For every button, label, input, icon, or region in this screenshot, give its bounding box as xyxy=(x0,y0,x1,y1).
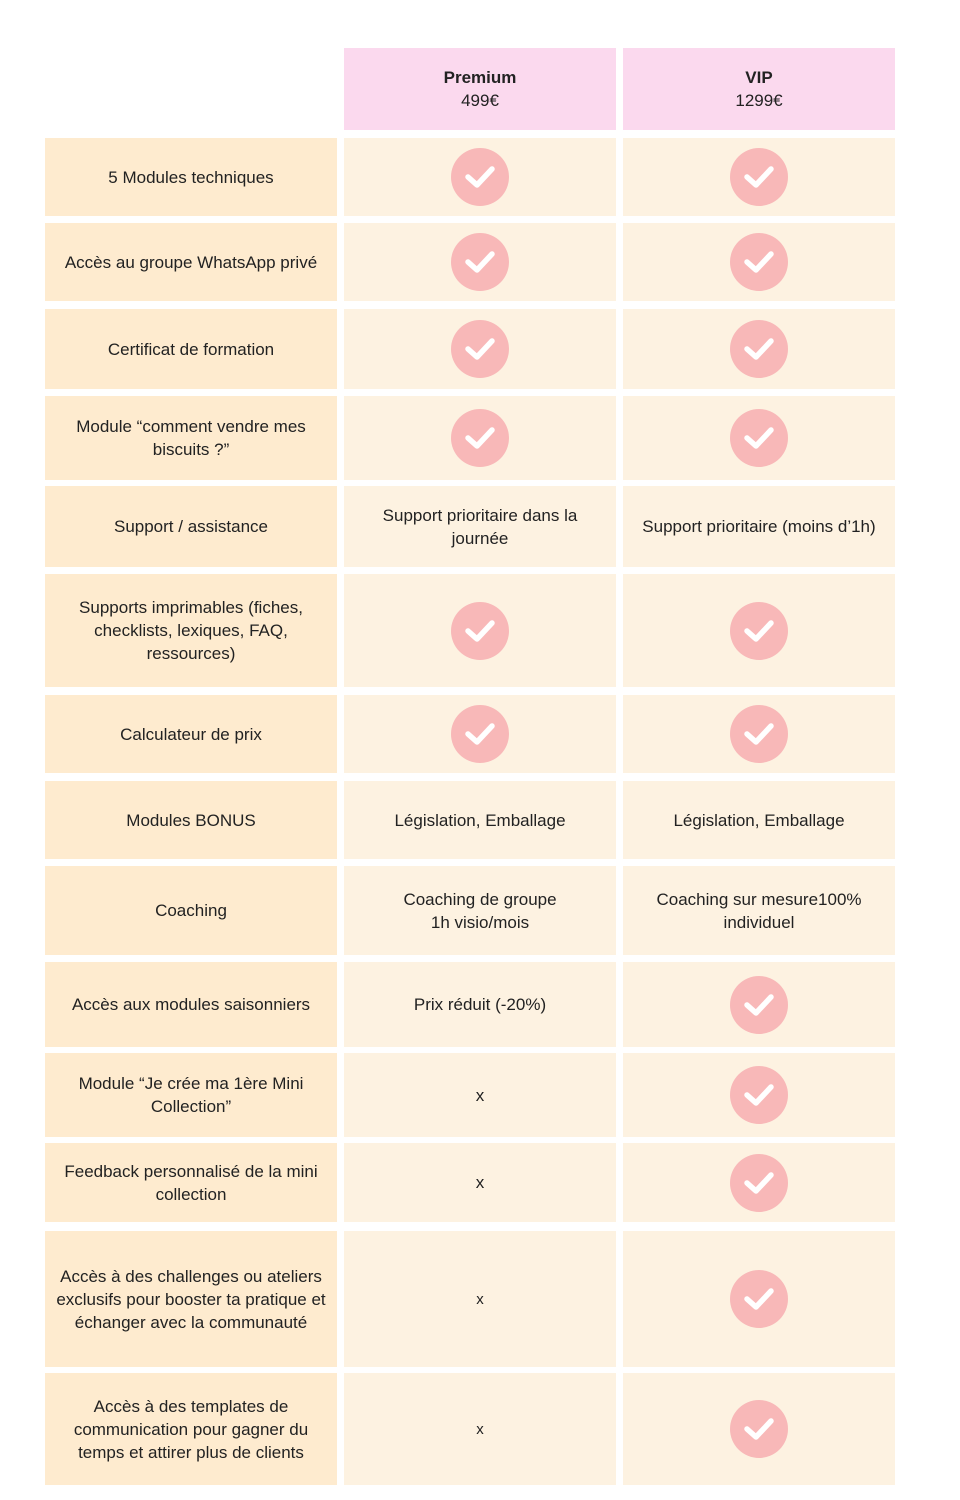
vip-cell xyxy=(623,396,895,480)
vip-cell xyxy=(623,309,895,389)
vip-cell xyxy=(623,1053,895,1137)
check-circle-icon xyxy=(730,233,788,291)
plan-price: 499€ xyxy=(461,91,499,110)
check-circle-icon xyxy=(451,148,509,206)
vip-cell xyxy=(623,486,895,567)
vip-cell xyxy=(623,695,895,773)
vip-cell xyxy=(623,866,895,955)
check-circle-icon xyxy=(451,602,509,660)
check-circle-icon xyxy=(730,1154,788,1212)
check-circle-icon xyxy=(730,976,788,1034)
vip-cell xyxy=(623,574,895,687)
value-text: Législation, Emballage xyxy=(673,810,845,830)
feature-label: Accès à des challenges ou ateliers exclusifs pour booster ta pratique et échanger avec la communauté xyxy=(45,1231,337,1367)
check-circle-icon xyxy=(730,705,788,763)
feature-label: Accès à des templates de communication pour gagner du temps et attirer plus de clients xyxy=(45,1373,337,1485)
plan-price: 1299€ xyxy=(735,91,783,110)
premium-cell xyxy=(344,223,616,301)
value-text: Coaching sur mesure100% individuel xyxy=(656,889,862,932)
premium-cell xyxy=(344,1231,616,1367)
check-circle-icon xyxy=(730,148,788,206)
feature-label: Feedback personnalisé de la mini collection xyxy=(45,1143,337,1222)
premium-cell xyxy=(344,1143,616,1222)
feature-label: Module “Je crée ma 1ère Mini Collection” xyxy=(45,1053,337,1137)
check-circle-icon xyxy=(730,1066,788,1124)
vip-cell xyxy=(623,962,895,1047)
check-circle-icon xyxy=(451,320,509,378)
feature-label: 5 Modules techniques xyxy=(45,138,337,216)
cross-mark: x xyxy=(475,1173,485,1192)
feature-label: Accès au groupe WhatsApp privé xyxy=(45,223,337,301)
premium-cell xyxy=(344,486,616,567)
check-circle-icon xyxy=(730,1400,788,1458)
vip-cell xyxy=(623,1373,895,1485)
check-circle-icon xyxy=(451,233,509,291)
cross-mark: x xyxy=(476,1290,484,1308)
check-circle-icon xyxy=(451,705,509,763)
check-circle-icon xyxy=(730,1270,788,1328)
cross-mark: x xyxy=(475,1085,485,1105)
check-circle-icon xyxy=(730,320,788,378)
feature-label: Modules BONUS xyxy=(45,781,337,859)
vip-cell xyxy=(623,138,895,216)
premium-cell xyxy=(344,695,616,773)
plan-header-vip xyxy=(623,48,895,130)
premium-cell xyxy=(344,1373,616,1485)
premium-cell xyxy=(344,309,616,389)
premium-cell xyxy=(344,962,616,1047)
value-text: Support prioritaire (moins d’1h) xyxy=(642,517,876,536)
premium-cell xyxy=(344,781,616,859)
premium-cell xyxy=(344,866,616,955)
feature-label: Support / assistance xyxy=(45,486,337,567)
feature-label: Accès aux modules saisonniers xyxy=(45,962,337,1047)
feature-label: Certificat de formation xyxy=(45,309,337,389)
plan-header-premium xyxy=(344,48,616,130)
value-text: Support prioritaire dans la journée xyxy=(382,505,578,548)
cross-mark: x xyxy=(476,1420,484,1438)
vip-cell xyxy=(623,781,895,859)
premium-cell xyxy=(344,574,616,687)
value-text: Prix réduit (-20%) xyxy=(413,995,547,1014)
feature-label: Coaching xyxy=(45,866,337,955)
plan-name: Premium xyxy=(443,68,517,87)
value-text: Coaching de groupe 1h visio/mois xyxy=(403,889,557,932)
vip-cell xyxy=(623,1143,895,1222)
check-circle-icon xyxy=(730,602,788,660)
plan-name: VIP xyxy=(745,68,773,87)
feature-label: Calculateur de prix xyxy=(45,695,337,773)
vip-cell xyxy=(623,1231,895,1367)
feature-label: Supports imprimables (fiches, checklists, lexiques, FAQ, ressources) xyxy=(45,574,337,687)
value-text: Législation, Emballage xyxy=(394,810,566,830)
premium-cell xyxy=(344,138,616,216)
premium-cell xyxy=(344,1053,616,1137)
feature-label: Module “comment vendre mes biscuits ?” xyxy=(45,396,337,480)
check-circle-icon xyxy=(730,409,788,467)
vip-cell xyxy=(623,223,895,301)
premium-cell xyxy=(344,396,616,480)
check-circle-icon xyxy=(451,409,509,467)
